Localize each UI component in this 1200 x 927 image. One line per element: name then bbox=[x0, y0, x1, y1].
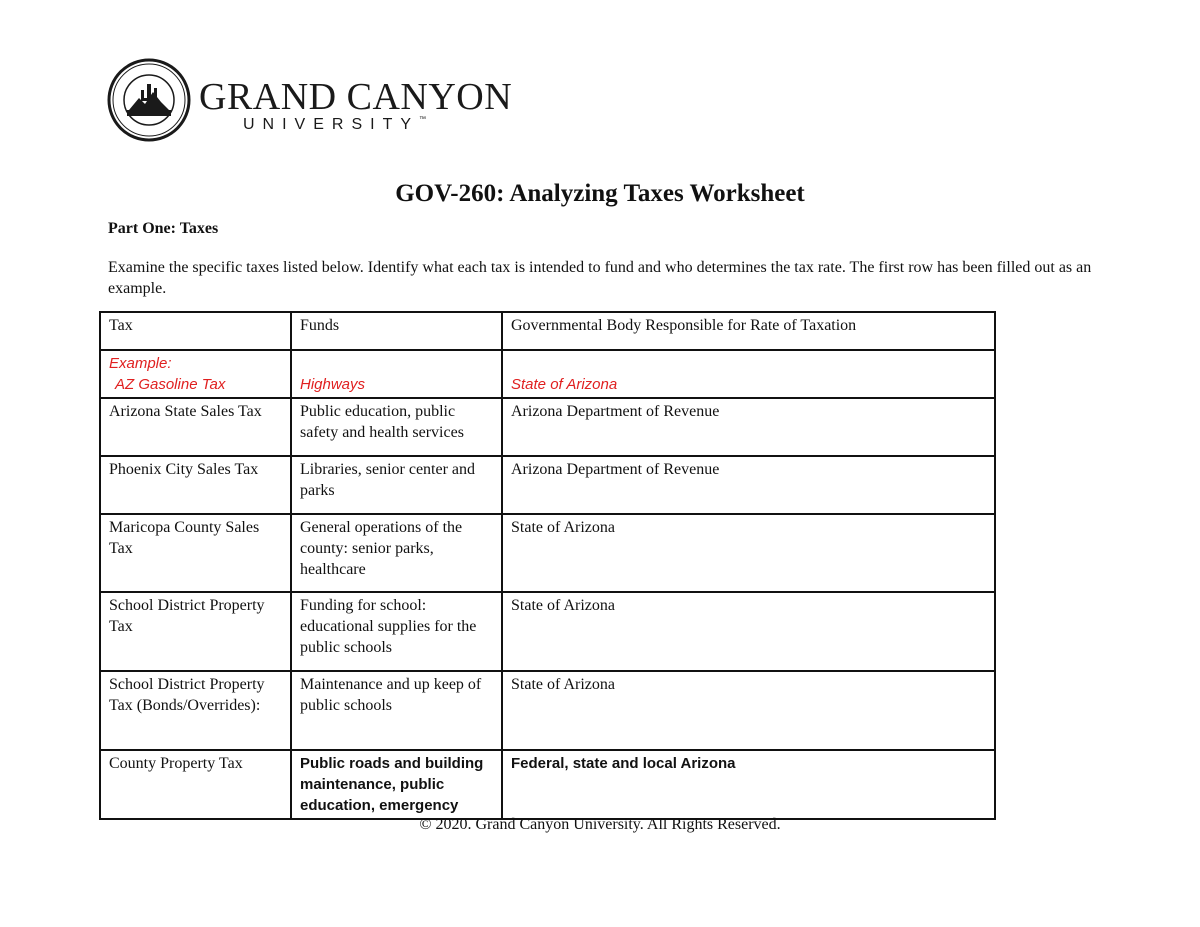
funds-cell: Maintenance and up keep of public schools bbox=[291, 671, 502, 750]
table-row-example bbox=[100, 350, 995, 398]
example-tax: AZ Gasoline Tax bbox=[115, 376, 226, 393]
funds-cell: Funding for school: educational supplies for the public schools bbox=[291, 592, 502, 671]
university-logo bbox=[107, 58, 513, 142]
funds-cell: Public roads and building maintenance, public education, emergency bbox=[291, 750, 502, 819]
table-row bbox=[100, 456, 995, 514]
copyright-footer: © 2020. Grand Canyon University. All Rights Reserved. bbox=[419, 816, 781, 833]
header-governmental-body: Governmental Body Responsible for Rate of Taxation bbox=[502, 312, 995, 350]
body-cell: State of Arizona bbox=[502, 671, 995, 750]
example-label: Example: bbox=[109, 355, 172, 372]
example-body: State of Arizona bbox=[502, 350, 995, 398]
body-cell: Arizona Department of Revenue bbox=[502, 398, 995, 456]
instructions-text: Examine the specific taxes listed below. Identify what each tax is intended to fund and who determines the tax rate. The first row has been filled out as an example. bbox=[108, 259, 1092, 297]
tax-cell: School District Property Tax (Bonds/Overrides): bbox=[100, 671, 291, 750]
body-cell: Arizona Department of Revenue bbox=[502, 456, 995, 514]
tax-cell: County Property Tax bbox=[100, 750, 291, 819]
table-row bbox=[100, 750, 995, 819]
logo-subtitle: UNIVERSITY™ bbox=[243, 116, 427, 133]
taxes-table bbox=[99, 311, 996, 820]
table-row bbox=[100, 592, 995, 671]
tax-cell: Maricopa County Sales Tax bbox=[100, 514, 291, 592]
part-heading: Part One: Taxes bbox=[108, 220, 219, 237]
header-tax: Tax bbox=[100, 312, 291, 350]
body-cell: Federal, state and local Arizona bbox=[502, 750, 995, 819]
funds-cell: Public education, public safety and health services bbox=[291, 398, 502, 456]
tax-cell: Arizona State Sales Tax bbox=[100, 398, 291, 456]
table-row bbox=[100, 398, 995, 456]
header-funds: Funds bbox=[291, 312, 502, 350]
tax-cell: School District Property Tax bbox=[100, 592, 291, 671]
funds-cell: Libraries, senior center and parks bbox=[291, 456, 502, 514]
body-cell: State of Arizona bbox=[502, 514, 995, 592]
page-title: GOV-260: Analyzing Taxes Worksheet bbox=[395, 180, 805, 207]
funds-cell: General operations of the county: senior parks, healthcare bbox=[291, 514, 502, 592]
university-seal-icon bbox=[107, 58, 191, 142]
table-row bbox=[100, 514, 995, 592]
example-funds: Highways bbox=[291, 350, 502, 398]
logo-wordmark: GRAND CANYON bbox=[199, 76, 513, 118]
table-row bbox=[100, 671, 995, 750]
tax-cell: Phoenix City Sales Tax bbox=[100, 456, 291, 514]
body-cell: State of Arizona bbox=[502, 592, 995, 671]
table-header-row bbox=[100, 312, 995, 350]
example-tax-cell bbox=[100, 350, 291, 398]
